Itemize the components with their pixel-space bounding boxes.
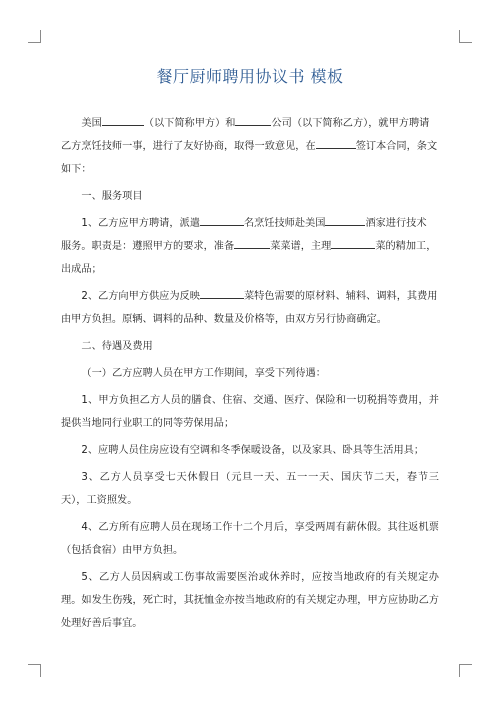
clause-1-1 xyxy=(61,212,439,281)
clause-2-2: 2、应聘人员住房应设有空调和冬季保暖设备，以及家具、卧具等生活用具； xyxy=(81,445,425,456)
clause-text: 1、乙方应甲方聘请，派遣 xyxy=(81,218,200,229)
blank-field[interactable] xyxy=(200,213,244,226)
corner-mark-bottom-left xyxy=(28,664,41,677)
corner-mark-top-left xyxy=(28,30,41,43)
intro-paragraph xyxy=(61,112,439,181)
clause-text: 2、乙方向甲方供应为反映 xyxy=(81,291,200,302)
clause-2-5: 5、乙方人员因病或工伤事故需要医治或休养时，应按当地政府的有关规定办理。如发生伤残，死亡时，其抚恤金亦按当地政府的有关规定办理，甲方应协助乙方处理好善后事宜。 xyxy=(61,572,439,629)
clause-text: 菜特色需要的原材料、辅料、调料，其费用 xyxy=(243,291,438,302)
clause-text: 菜菜谱，主理 xyxy=(270,241,332,252)
blank-field[interactable] xyxy=(331,236,375,249)
intro-text: 如下： xyxy=(61,164,92,175)
corner-mark-bottom-right xyxy=(459,664,472,677)
clause-text: 出成品； xyxy=(61,264,102,275)
blank-field[interactable] xyxy=(235,113,271,126)
document-title: 餐厅厨师聘用协议书 模板 xyxy=(156,67,344,86)
clause-text: 菜的精加工， xyxy=(375,241,437,252)
clause-1-2 xyxy=(61,285,439,331)
section-heading: 一、服务项目 xyxy=(81,191,143,202)
document-body xyxy=(61,112,439,639)
clause-text: 服务。职责是：遵照甲方的要求，准备 xyxy=(61,241,235,252)
blank-field[interactable] xyxy=(200,286,244,299)
clause-text: 名烹饪技师赴美国 xyxy=(243,218,326,229)
intro-text: 美国 xyxy=(81,118,102,129)
section-heading: 二、待遇及费用 xyxy=(81,341,153,352)
blank-field[interactable] xyxy=(102,113,144,126)
clause-text: 由甲方负担。原辆、调料的品种、数量及价格等，由双方另行协商确定。 xyxy=(61,314,387,325)
intro-text: （以下简称甲方）和 xyxy=(143,118,236,129)
blank-field[interactable] xyxy=(316,136,356,149)
blank-field[interactable] xyxy=(234,236,270,249)
intro-text: 签订本合同，条文 xyxy=(355,141,438,152)
intro-text: 公司（以下简称乙方），就甲方聘请 xyxy=(271,118,430,129)
blank-field[interactable] xyxy=(325,213,365,226)
clause-2-3: 3、乙方人员享受七天休假日（元旦一天、五一一天、国庆节二天，春节三天），工资照发。 xyxy=(61,472,439,506)
clause-2-1: 1、甲方负担乙方人员的膳食、住宿、交通、医疗、保险和一切税捐等费用，并提供当地同行业职工的同等劳保用品； xyxy=(61,395,439,429)
clause-text: 酒家进行技术 xyxy=(365,218,427,229)
clause-2-4: 4、乙方所有应聘人员在现场工作十二个月后，享受两周有薪休假。其往返机票（包括食宿）由甲方负担。 xyxy=(61,522,439,556)
corner-mark-top-right xyxy=(459,30,472,43)
intro-text: 乙方烹饪技师一事，进行了友好协商，取得一致意见，在 xyxy=(61,141,316,152)
subsection-heading: （一）乙方应聘人员在甲方工作期间，享受下列待遇： xyxy=(81,368,326,379)
